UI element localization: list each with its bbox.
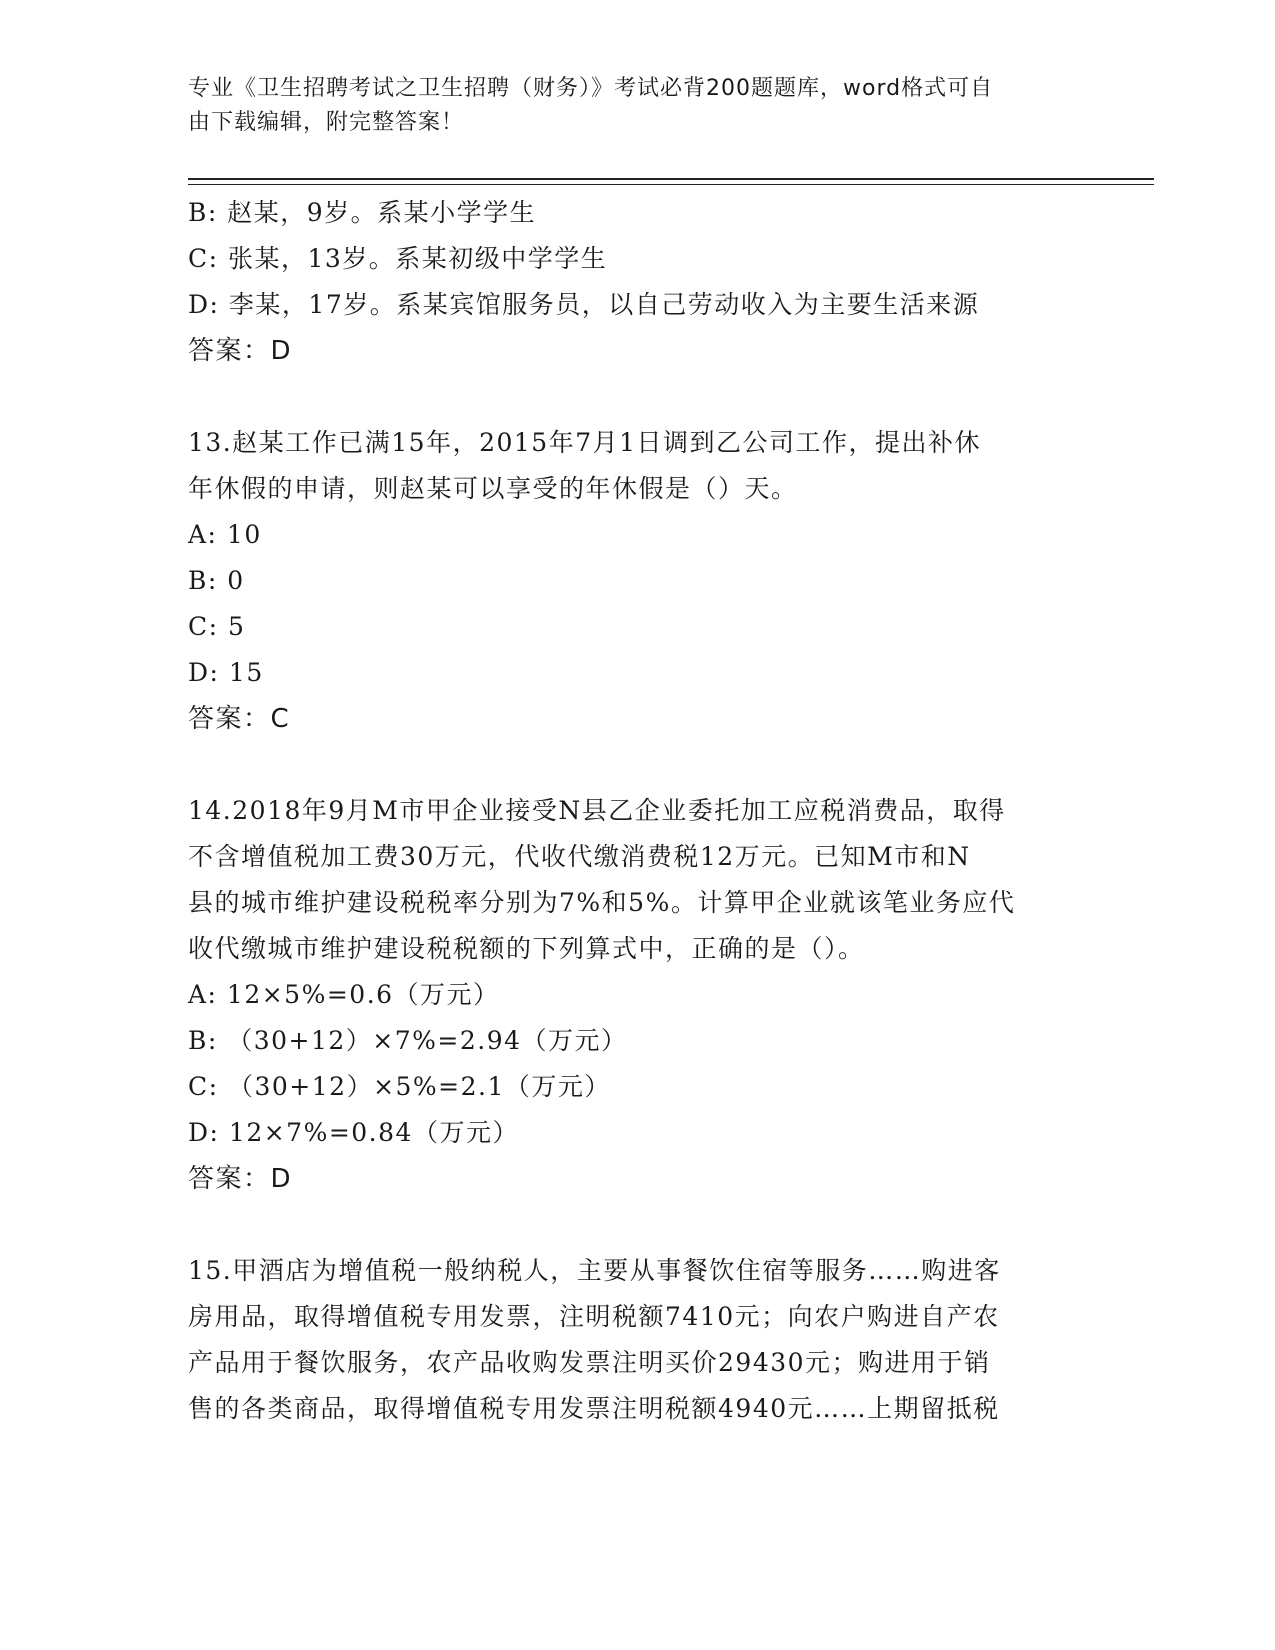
question-text-line: 产品用于餐饮服务，农产品收购发票注明买价29430元；购进用于销 bbox=[188, 1348, 991, 1377]
answer-line: 答案：D bbox=[188, 336, 293, 366]
question-block-15 bbox=[188, 1248, 1088, 1432]
spacer bbox=[188, 1202, 1088, 1248]
question-text-line: 不含增值税加工费30万元，代收代缴消费税12万元。已知M市和N bbox=[188, 842, 971, 871]
question-text-line: 13.赵某工作已满15年，2015年7月1日调到乙公司工作，提出补休 bbox=[188, 428, 982, 457]
document-body bbox=[188, 190, 1088, 1432]
option-a: A: 12×5%=0.6（万元） bbox=[188, 980, 500, 1009]
option-d: D: 12×7%=0.84（万元） bbox=[188, 1118, 519, 1147]
question-block-12 bbox=[188, 190, 1088, 374]
question-block-14 bbox=[188, 788, 1088, 1202]
option-b: B: 赵某，9岁。系某小学学生 bbox=[188, 198, 537, 227]
question-block-13 bbox=[188, 420, 1088, 742]
header-line-1: 专业《卫生招聘考试之卫生招聘（财务）》考试必背200题题库，word格式可自 bbox=[188, 76, 994, 101]
option-d: D: 15 bbox=[188, 658, 264, 687]
header-divider-thick bbox=[188, 178, 1154, 180]
question-text-line: 年休假的申请，则赵某可以享受的年休假是（）天。 bbox=[188, 474, 798, 503]
option-c: C: 5 bbox=[188, 612, 246, 641]
question-text-line: 售的各类商品，取得增值税专用发票注明税额4940元……上期留抵税 bbox=[188, 1394, 1000, 1423]
option-c: C: 张某，13岁。系某初级中学学生 bbox=[188, 244, 608, 273]
spacer bbox=[188, 374, 1088, 420]
option-d: D: 李某，17岁。系某宾馆服务员，以自己劳动收入为主要生活来源 bbox=[188, 290, 980, 319]
document-header bbox=[188, 72, 1078, 140]
header-divider-thin bbox=[188, 184, 1154, 185]
spacer bbox=[188, 742, 1088, 788]
question-text-line: 收代缴城市维护建设税税额的下列算式中，正确的是（）。 bbox=[188, 934, 865, 963]
question-text-line: 房用品，取得增值税专用发票，注明税额7410元；向农户购进自产农 bbox=[188, 1302, 1000, 1331]
option-c: C: （30+12）×5%=2.1（万元） bbox=[188, 1072, 611, 1101]
option-b: B: （30+12）×7%=2.94（万元） bbox=[188, 1026, 628, 1055]
option-a: A: 10 bbox=[188, 520, 262, 549]
option-b: B: 0 bbox=[188, 566, 245, 595]
question-text-line: 14.2018年9月M市甲企业接受N县乙企业委托加工应税消费品，取得 bbox=[188, 796, 1006, 825]
header-line-2: 由下载编辑，附完整答案！ bbox=[188, 110, 465, 135]
question-text-line: 15.甲酒店为增值税一般纳税人，主要从事餐饮住宿等服务……购进客 bbox=[188, 1256, 1001, 1285]
question-text-line: 县的城市维护建设税税率分别为7%和5%。计算甲企业就该笔业务应代 bbox=[188, 888, 1016, 917]
answer-line: 答案：D bbox=[188, 1164, 293, 1194]
answer-line: 答案：C bbox=[188, 704, 291, 734]
